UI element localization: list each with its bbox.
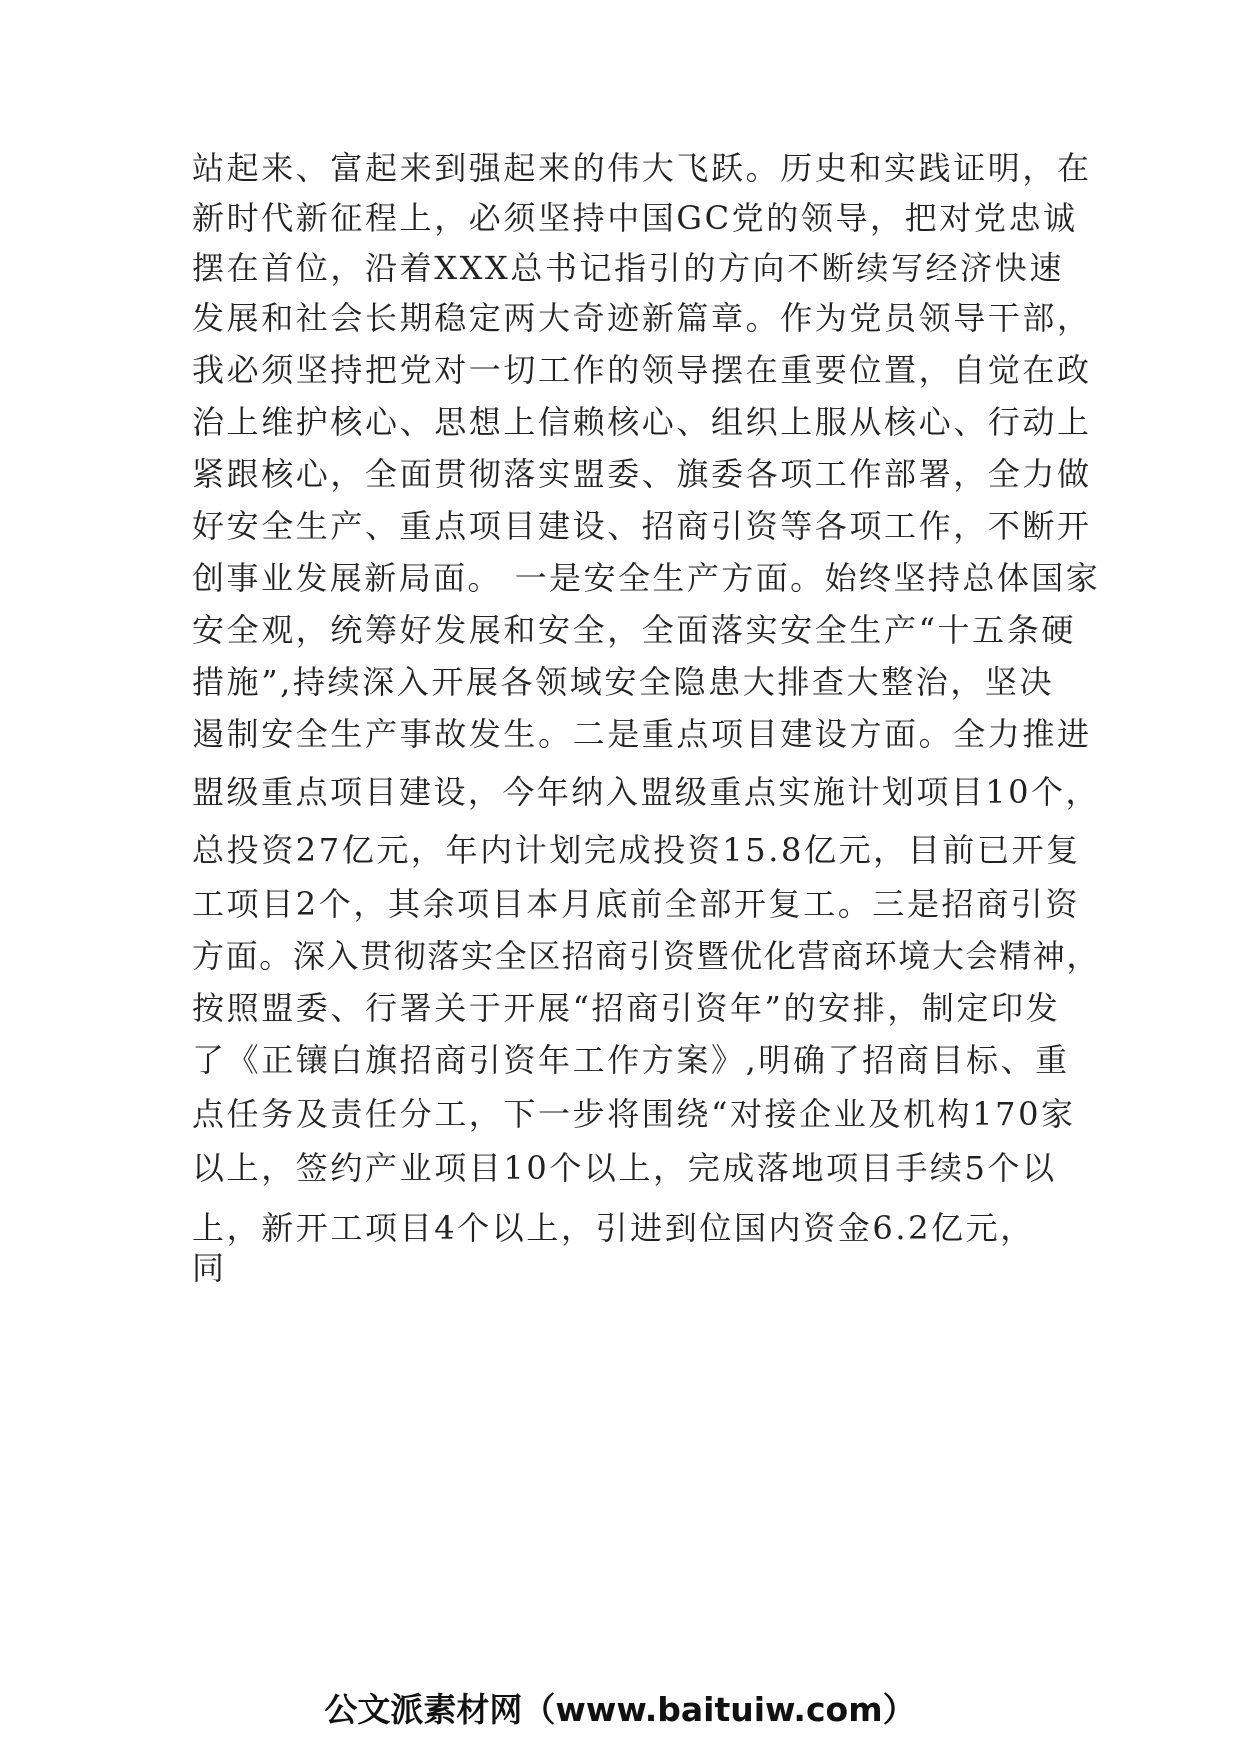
body-line-9: 创事业发展新局面。 一是安全生产方面。始终坚持总体国家: [192, 559, 1101, 597]
body-line-10: 安全观，统筹好发展和安全，全面落实安全生产“十五条硬: [192, 611, 1076, 649]
body-line-22: 同: [192, 1249, 227, 1287]
body-line-12: 遏制安全生产事故发生。二是重点项目建设方面。全力推进: [192, 715, 1092, 753]
body-line-8: 好安全生产、重点项目建设、招商引资等各项工作，不断开: [192, 507, 1092, 545]
body-line-3: 摆在首位，沿着XXX总书记指引的方向不断续写经济快速: [192, 249, 1064, 287]
body-line-11: 措施”,持续深入开展各领域安全隐患大排查大整治，坚决: [192, 663, 1055, 701]
body-line-1: 站起来、富起来到强起来的伟大飞跃。历史和实践证明，在: [192, 149, 1092, 187]
body-line-21: 上，新开工项目4个以上，引进到位国内资金6.2亿元，: [192, 1209, 1035, 1247]
body-line-15: 工项目2个，其余项目本月底前全部开复工。三是招商引资: [192, 885, 1080, 923]
body-line-14: 总投资27亿元，年内计划完成投资15.8亿元，目前已开复: [192, 831, 1081, 869]
body-line-18: 了《正镶白旗招商引资年工作方案》,明确了招商目标、重: [192, 1041, 1070, 1079]
body-line-6: 治上维护核心、思想上信赖核心、组织上服从核心、行动上: [192, 403, 1092, 441]
body-line-2: 新时代新征程上，必须坚持中国GC党的领导，把对党忠诚: [192, 199, 1078, 237]
body-line-20: 以上，签约产业项目10个以上，完成落地项目手续5个以: [192, 1149, 1057, 1187]
body-line-17: 按照盟委、行署关于开展“招商引资年”的安排，制定印发: [192, 989, 1061, 1027]
body-line-13: 盟级重点项目建设，今年纳入盟级重点实施计划项目10个，: [192, 773, 1100, 811]
body-line-19: 点任务及责任分工，下一步将围绕“对接企业及机构170家: [192, 1095, 1076, 1133]
body-line-5: 我必须坚持把党对一切工作的领导摆在重要位置，自觉在政: [192, 351, 1092, 389]
body-line-7: 紧跟核心，全面贯彻落实盟委、旗委各项工作部署，全力做: [192, 455, 1092, 493]
footer-watermark: 公文派素材网（www.baituiw.com）: [324, 1690, 916, 1729]
body-line-4: 发展和社会长期稳定两大奇迹新篇章。作为党员领导干部，: [192, 299, 1092, 337]
body-line-16: 方面。深入贯彻落实全区招商引资暨优化营商环境大会精神，: [192, 937, 1100, 975]
